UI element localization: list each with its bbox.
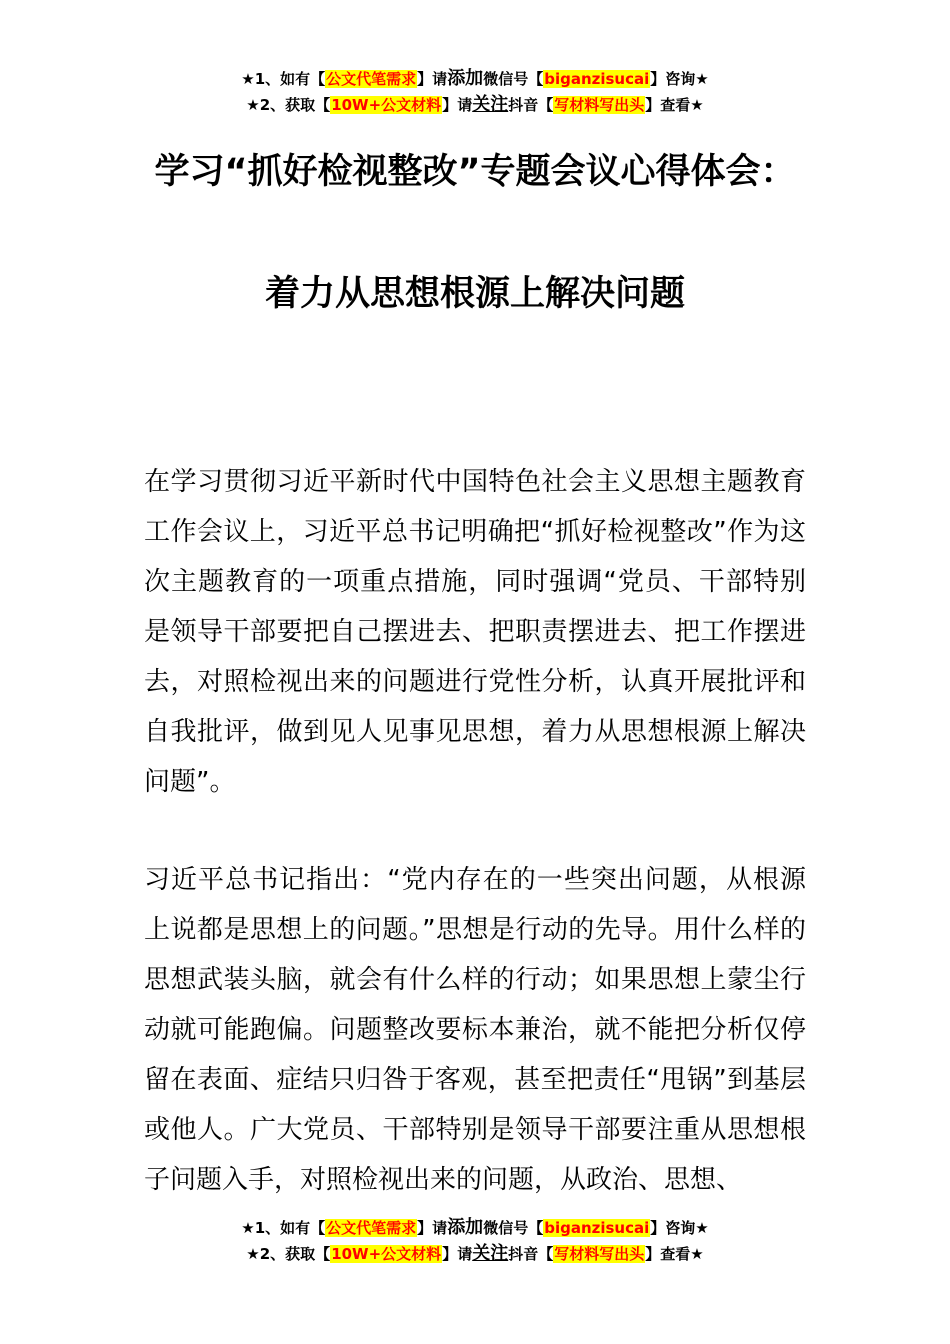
banner-text: 】请	[417, 1219, 448, 1237]
banner-highlight-wechat: biganzisucai	[544, 70, 650, 88]
banner-highlight-wechat: biganzisucai	[544, 1219, 650, 1237]
banner-text: 抖音【	[508, 1245, 554, 1263]
banner-text: ★1、如有【	[241, 1219, 326, 1237]
header-banner	[0, 66, 950, 118]
banner-emphasis: 关注	[472, 94, 509, 115]
banner-text: 】请	[442, 1245, 473, 1263]
banner-emphasis: 添加	[447, 1217, 484, 1238]
banner-text: 】查看★	[645, 1245, 704, 1263]
banner-text: 】咨询★	[650, 70, 709, 88]
banner-highlight-douyin: 写材料写出头	[554, 1245, 645, 1263]
banner-text: ★2、获取【	[246, 1245, 331, 1263]
document-title: 学习“抓好检视整改”专题会议心得体会：	[154, 152, 796, 192]
body-paragraph: 习近平总书记指出：“党内存在的一些突出问题，从根源上说都是思想上的问题。”思想是行动的先导。用什么样的思想武装头脑，就会有什么样的行动；如果思想上蒙尘行动就可能跑偏。问题整改要标本兼治，就不能把分析仅停留在表面、症结只归咎于客观，甚至把责任“甩锅”到基层或他人。广大党员、干部特别是领导干部要注重从思想根子问题入手，对照检视出来的问题，从政治、思想、	[144, 865, 806, 1195]
banner-text: 】请	[417, 70, 448, 88]
banner-text: 微信号【	[483, 1219, 544, 1237]
banner-highlight: 10W+公文材料	[331, 1245, 442, 1263]
document-subtitle: 着力从思想根源上解决问题	[264, 274, 685, 314]
banner-emphasis: 添加	[447, 68, 484, 89]
banner-emphasis: 关注	[472, 1243, 509, 1264]
banner-highlight: 10W+公文材料	[331, 96, 442, 114]
banner-highlight: 公文代笔需求	[326, 1219, 417, 1237]
banner-line-1	[0, 1215, 950, 1241]
banner-text: 】请	[442, 96, 473, 114]
footer-banner	[0, 1215, 950, 1267]
banner-highlight: 公文代笔需求	[326, 70, 417, 88]
banner-text: 】咨询★	[650, 1219, 709, 1237]
body-paragraph: 在学习贯彻习近平新时代中国特色社会主义思想主题教育工作会议上，习近平总书记明确把“抓好检视整改”作为这次主题教育的一项重点措施，同时强调“党员、干部特别是领导干部要把自己摆进去、把职责摆进去、把工作摆进去，对照检视出来的问题进行党性分析，认真开展批评和自我批评，做到见人见事见思想，着力从思想根源上解决问题”。	[144, 467, 806, 797]
banner-line-2	[0, 92, 950, 118]
banner-text: ★2、获取【	[246, 96, 331, 114]
banner-highlight-douyin: 写材料写出头	[554, 96, 645, 114]
banner-line-1	[0, 66, 950, 92]
banner-line-2	[0, 1241, 950, 1267]
banner-text: 】查看★	[645, 96, 704, 114]
banner-text: 抖音【	[508, 96, 554, 114]
banner-text: ★1、如有【	[241, 70, 326, 88]
banner-text: 微信号【	[483, 70, 544, 88]
